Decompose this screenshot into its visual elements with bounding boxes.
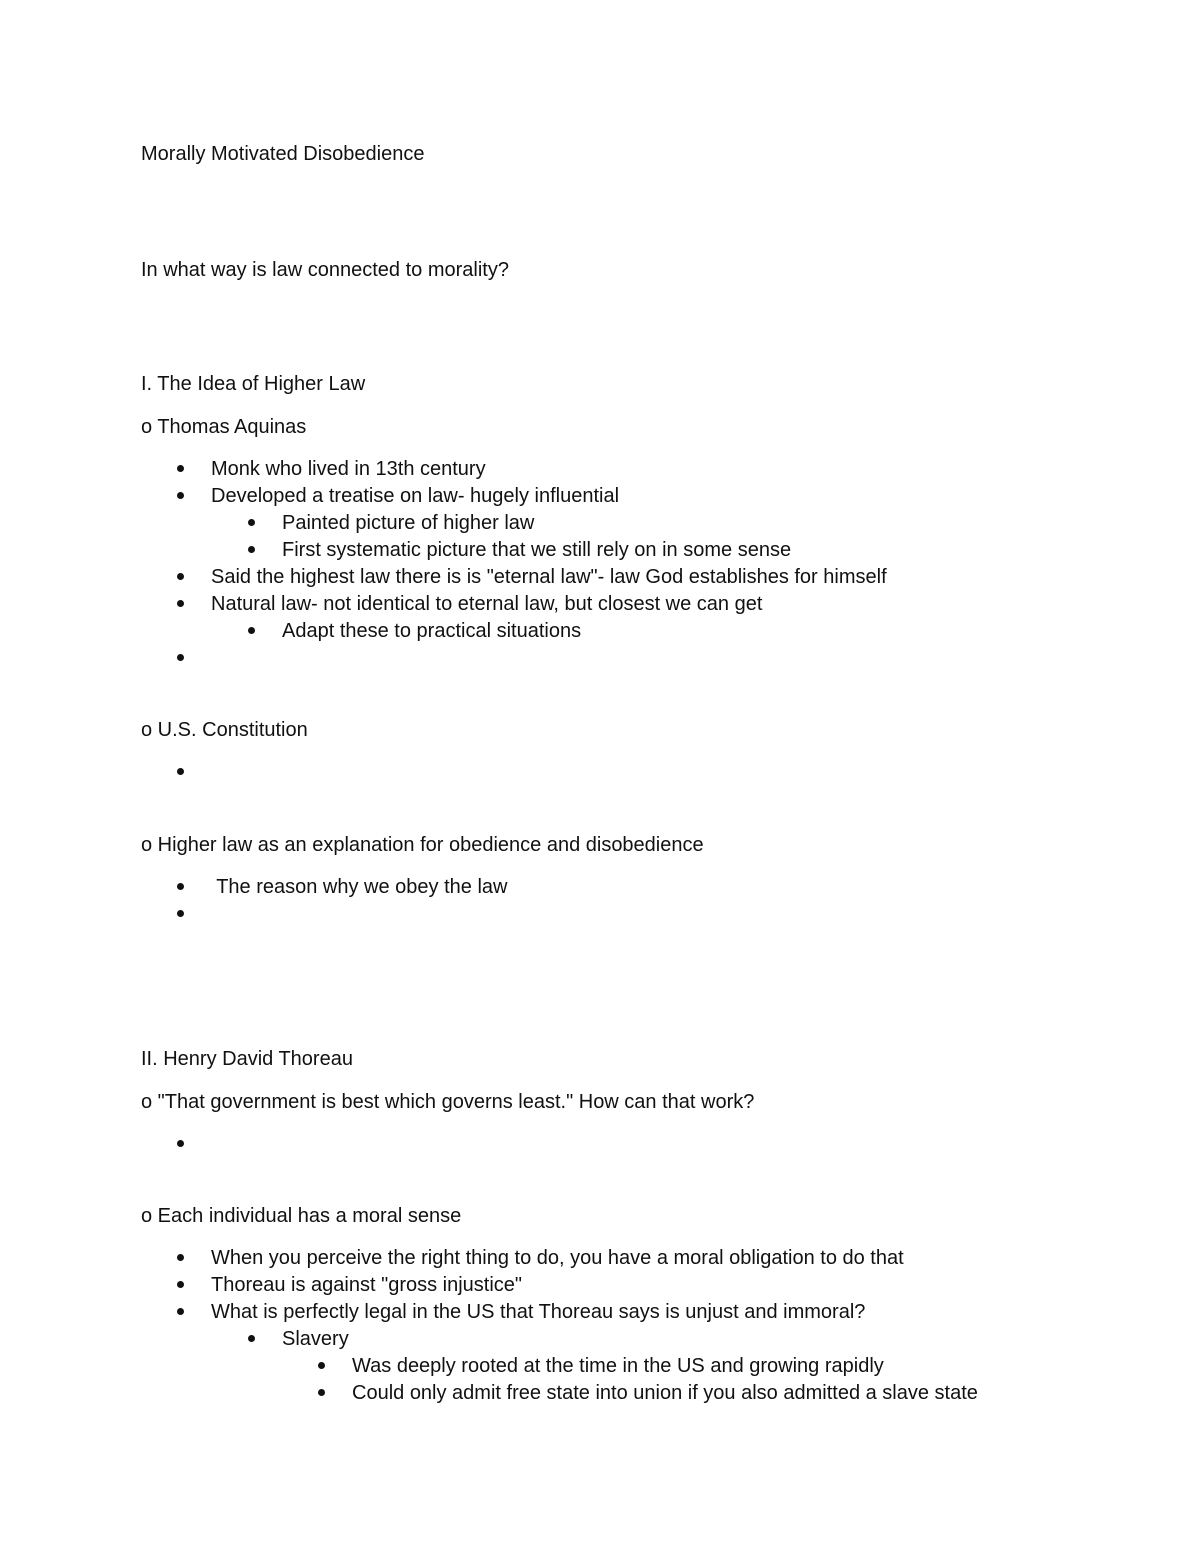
bullet-empty: [177, 1140, 184, 1147]
bullet-empty: [177, 654, 184, 661]
list-item: What is perfectly legal in the US that Thoreau says is unjust and immoral?: [211, 1301, 866, 1323]
bullet: [318, 1389, 325, 1396]
list-item: Could only admit free state into union if you also admitted a slave state: [352, 1382, 978, 1404]
subheading-thomas-aquinas: o Thomas Aquinas: [141, 416, 307, 438]
bullet-empty: [177, 910, 184, 917]
list-item: Painted picture of higher law: [282, 512, 535, 534]
bullet: [248, 1335, 255, 1342]
bullet: [248, 546, 255, 553]
list-item: First systematic picture that we still rely on in some sense: [282, 539, 792, 561]
bullet: [177, 600, 184, 607]
subheading-higher-law-obedience: o Higher law as an explanation for obedience and disobedience: [141, 834, 704, 856]
bullet: [177, 1308, 184, 1315]
bullet: [177, 573, 184, 580]
bullet: [318, 1362, 325, 1369]
subheading-moral-sense: o Each individual has a moral sense: [141, 1205, 462, 1227]
list-item: Said the highest law there is is "eternal law"- law God establishes for himself: [211, 566, 887, 588]
bullet: [248, 519, 255, 526]
bullet-empty: [177, 768, 184, 775]
subheading-government-quote: o "That government is best which governs least." How can that work?: [141, 1091, 755, 1113]
list-item: The reason why we obey the law: [211, 876, 508, 898]
bullet: [248, 627, 255, 634]
list-item: Adapt these to practical situations: [282, 620, 582, 642]
subheading-us-constitution: o U.S. Constitution: [141, 719, 308, 741]
list-item: Thoreau is against "gross injustice": [211, 1274, 523, 1296]
list-item: Developed a treatise on law- hugely influential: [211, 485, 620, 507]
list-item: Monk who lived in 13th century: [211, 458, 486, 480]
document-title: Morally Motivated Disobedience: [141, 143, 425, 165]
bullet: [177, 1254, 184, 1261]
bullet: [177, 883, 184, 890]
question-line: In what way is law connected to morality?: [141, 259, 509, 281]
list-item: Was deeply rooted at the time in the US and growing rapidly: [352, 1355, 884, 1377]
bullet: [177, 1281, 184, 1288]
list-item: Slavery: [282, 1328, 349, 1350]
bullet: [177, 492, 184, 499]
bullet: [177, 465, 184, 472]
list-item: When you perceive the right thing to do, you have a moral obligation to do that: [211, 1247, 904, 1269]
section-heading-thoreau: II. Henry David Thoreau: [141, 1048, 353, 1070]
list-item: Natural law- not identical to eternal law, but closest we can get: [211, 593, 763, 615]
section-heading-higher-law: I. The Idea of Higher Law: [141, 373, 366, 395]
